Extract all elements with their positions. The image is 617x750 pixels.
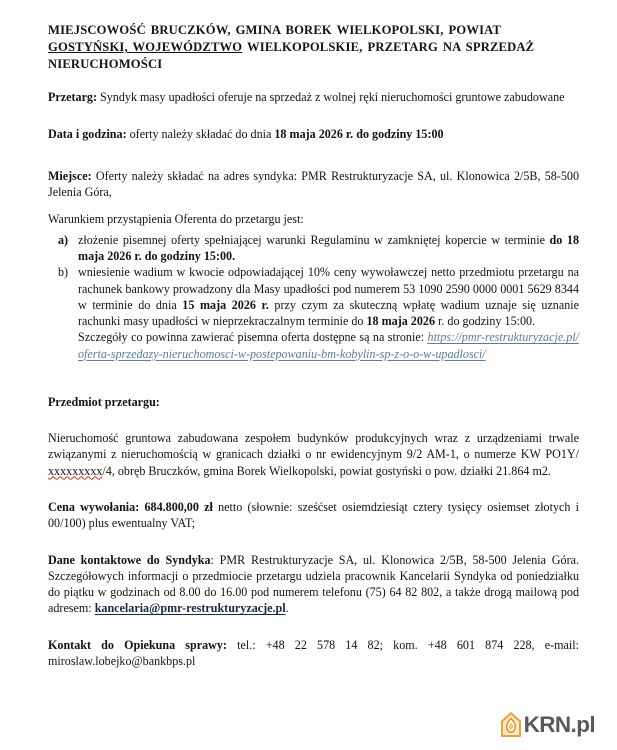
list-item-marker: b) [58, 265, 69, 280]
caretaker-contact-paragraph [48, 637, 579, 670]
list-item-bold: 15 maja 2026 r. [182, 297, 269, 312]
list-item-marker: a) [58, 232, 69, 247]
house-lantern-icon [500, 712, 522, 738]
list-item-text-2: przy czym za skuteczną wpłatę wadium uznaje się uznanie rachunki masy upadłości w nieprzekraczalnym terminie do [78, 297, 579, 329]
list-item-text: wniesienie wadium w kwocie odpowiadającej 10% ceny wywoławczej netto przedmiotu przetargu na rachunek bankowy prowadzony dla Masy upadłości pod numerem 53 1090 2590 0000 0001 5629 8344 w terminie do dnia [78, 265, 579, 312]
offer-details-note [48, 329, 579, 362]
trustee-contact-text: : PMR Restrukturyzacje SA, ul. Klonowica 2/5B, 58-500 Jelenia Góra. Szczegółowych informacji o przedmiocie przetargu udziela pracownik Kancelarii Syndyka od poniedziałku do piątku w godzinach od 8.00 do 16.00 pod numerem telefonu (75) 64 82 802, a także drogą mailową pod adresem: [48, 552, 579, 616]
datetime-paragraph [48, 126, 579, 142]
spacer [48, 543, 579, 552]
trustee-contact-paragraph [48, 552, 579, 617]
trustee-email-link[interactable]: kancelaria@pmr-restrukturyzacje.pl [94, 601, 286, 616]
spacer [48, 117, 579, 126]
list-item-bold: do 18 maja 2026 r. do godziny 15:00. [78, 232, 579, 263]
tender-paragraph [48, 89, 579, 105]
datetime-text: oferty należy składać do dnia [126, 126, 275, 141]
conditions-intro: Warunkiem przystąpienia Oferenta do przetargu jest: [48, 212, 304, 227]
spacer [48, 153, 579, 168]
subject-heading [48, 394, 579, 410]
page-title-line-2-rest: WIELKOPOLSKIE, PRZETARG NA SPRZEDAŻ [242, 40, 535, 55]
list-item-text: złożenie pisemnej oferty spełniającej warunki Regulaminu w zamkniętej kopercie w terminie [78, 232, 550, 247]
page-title-underlined-part: GOSTYŃSKI, WOJEWÓDZTWO [48, 40, 243, 55]
subject-text-2: /4, obręb Bruczków, gmina Borek Wielkopolski, powiat gostyński o pow. działki 21.864 m2. [102, 463, 551, 478]
price-label: Cena wywołania: [48, 499, 140, 514]
place-label: Miejsce: [48, 168, 92, 183]
conditions-list [48, 232, 579, 330]
subject-heading-label: Przedmiot przetargu: [48, 394, 160, 409]
caretaker-contact-label: Kontakt do Opiekuna sprawy: [48, 637, 227, 652]
subject-paragraph [48, 430, 579, 479]
page-title-line-3: NIERUCHOMOŚCI [48, 57, 163, 72]
list-item-bold-2: 18 maja 2026 [366, 314, 435, 329]
price-text: netto (słownie: sześćset osiemdziesiąt cztery tysięcy osiemset złotych i 00/100) plus ewentualny VAT; [48, 499, 580, 531]
spacer [48, 421, 579, 430]
redacted-kw-number: xxxxxxxxx [48, 463, 103, 478]
trustee-contact-label: Dane kontaktowe do Syndyka [48, 552, 211, 567]
list-item-text-3: r. do godziny 15:00. [435, 314, 536, 329]
page-title-line-1: MIEJSCOWOŚĆ BRUCZKÓW, GMINA BOREK WIELKOPOLSKI, POWIAT [48, 23, 501, 37]
caretaker-contact-text: tel.: +48 22 578 14 82; kom. +48 601 874 228, e-mail: miroslaw.lobejko@bankbps.pl [48, 637, 580, 668]
krn-logo-text: KRN.pl [523, 711, 595, 737]
list-item [48, 232, 579, 265]
page-title [48, 22, 579, 73]
price-amount: 684.800,00 zł [139, 499, 213, 514]
offer-details-text: Szczegóły co powinna zawierać pisemna oferta dostępne są na stronie: [78, 330, 428, 345]
trustee-contact-text-after: . [285, 601, 289, 616]
subject-text-1: Nieruchomość gruntowa zabudowana zespołem budynków produkcyjnych wraz z urządzeniami trwale związanymi z nieruchomością w granicach działki o nr ewidencyjnym 9/2 AM-1, o numerze KW PO1Y/ [48, 431, 579, 462]
spacer [48, 628, 579, 637]
price-paragraph [48, 499, 579, 532]
spacer [48, 490, 579, 499]
spacer [48, 374, 579, 394]
tender-label: Przetarg: [48, 90, 98, 105]
offer-details-link[interactable]: https://pmr-restrukturyzacje.pl/oferta-sprzedazy-nieruchomosci-w-postepowaniu-bm-kobylin-sp-z-o-o-w-upadlosci/ [78, 330, 579, 361]
tender-text: Syndyk masy upadłości oferuje na sprzedaż z wolnej ręki nieruchomości gruntowe zabudowane [97, 90, 565, 105]
datetime-deadline: 18 maja 2026 r. do godziny 15:00 [274, 126, 444, 141]
place-text: Oferty należy składać na adres syndyka: PMR Restrukturyzacje SA, ul. Klonowica 2/5B, 58-500 Jelenia Góra, [48, 168, 579, 200]
list-item [48, 264, 579, 329]
krn-logo[interactable] [500, 712, 595, 738]
datetime-label: Data i godzina: [48, 126, 127, 141]
place-paragraph [48, 168, 579, 201]
